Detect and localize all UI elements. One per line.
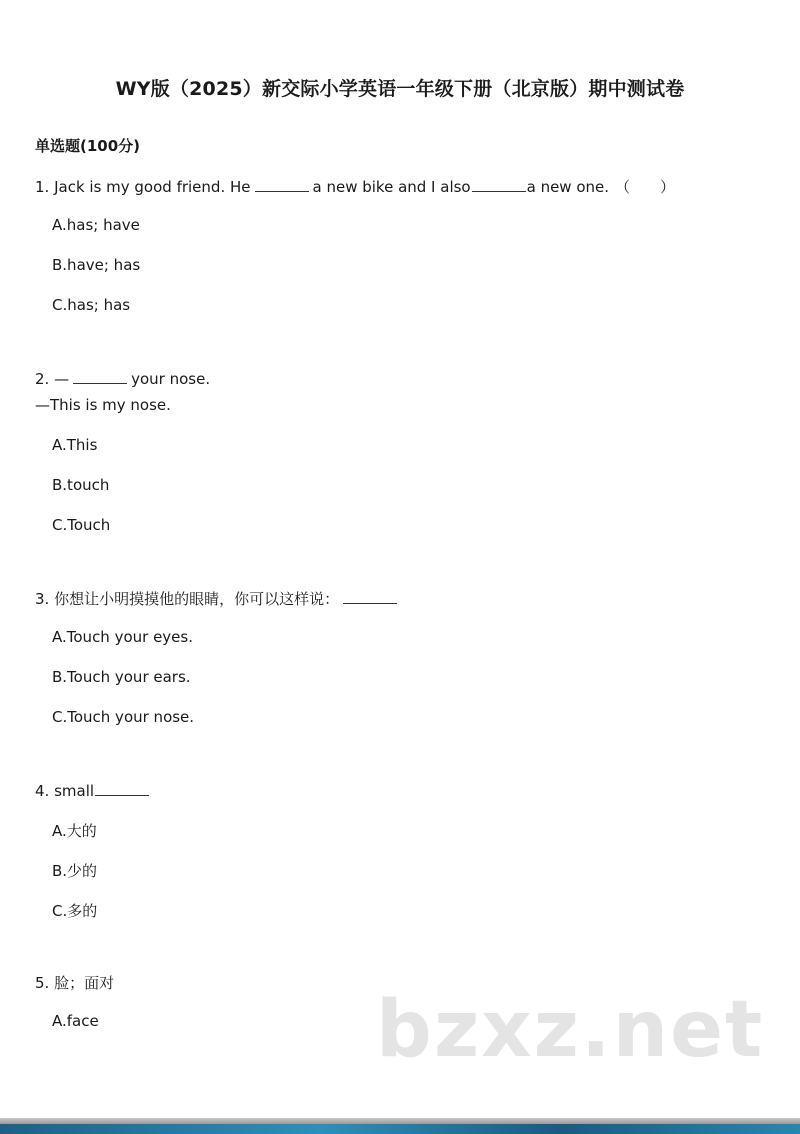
question-3-option-b: B.Touch your ears.: [52, 668, 191, 686]
question-2-text-b: your nose.: [131, 370, 211, 388]
answer-blank: [255, 176, 309, 192]
question-2-text-a: 2. —: [35, 370, 70, 388]
answer-blank: [343, 588, 397, 604]
question-5-stem: 5. 脸；面对: [35, 974, 115, 992]
question-4-option-a: A.大的: [52, 822, 97, 840]
question-3-text: 3. 你想让小明摸摸他的眼睛，你可以这样说：: [35, 590, 340, 608]
section-heading: 单选题(100分): [35, 137, 141, 155]
question-4-stem: [35, 780, 150, 800]
question-2-option-a: A.This: [52, 436, 98, 454]
question-2-option-c: C.Touch: [52, 516, 111, 534]
question-5-option-a: A.face: [52, 1012, 99, 1030]
question-4-text: 4. small: [35, 782, 95, 800]
question-1-text-c: a new one.: [526, 178, 610, 196]
viewer-bottom-bar: [0, 1124, 800, 1134]
question-1-text-b: a new bike and I also: [312, 178, 471, 196]
page-title: WY版（2025）新交际小学英语一年级下册（北京版）期中测试卷: [115, 78, 685, 100]
answer-blank: [95, 780, 149, 796]
question-2-option-b: B.touch: [52, 476, 110, 494]
question-3-stem: [35, 588, 401, 609]
question-1-stem: [35, 176, 675, 197]
question-1-option-b: B.have; has: [52, 256, 141, 274]
question-1-option-c: C.has; has: [52, 296, 131, 314]
answer-blank: [73, 368, 127, 384]
question-4-option-c: C.多的: [52, 902, 98, 920]
answer-blank: [472, 176, 526, 192]
question-1-text-a: 1. Jack is my good friend. He: [35, 178, 251, 196]
question-2-stem: [35, 368, 210, 388]
answer-bracket: （ ）: [615, 178, 676, 196]
question-4-option-b: B.少的: [52, 862, 98, 880]
question-1-option-a: A.has; have: [52, 216, 140, 234]
question-3-option-a: A.Touch your eyes.: [52, 628, 193, 646]
watermark: bzxz.net: [376, 985, 765, 1075]
question-2-reply: —This is my nose.: [35, 396, 171, 414]
question-3-option-c: C.Touch your nose.: [52, 708, 195, 726]
